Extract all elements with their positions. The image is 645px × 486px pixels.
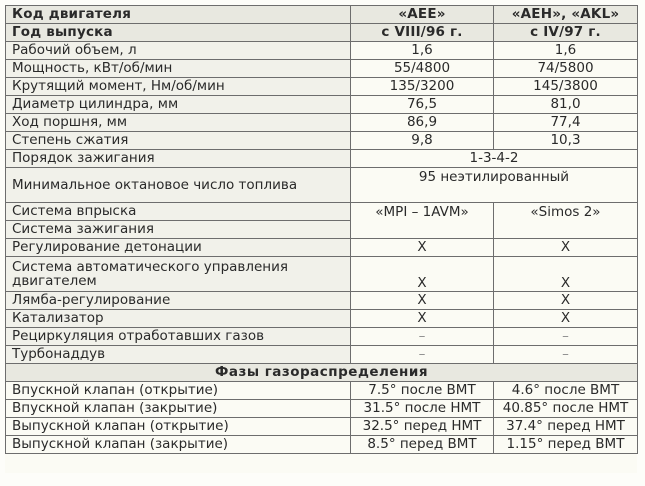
engine-spec-table xyxy=(5,5,638,454)
production-year-row xyxy=(6,24,638,42)
row-value-aee: 8.5° перед ВМТ xyxy=(351,436,494,454)
row-label: Турбонаддув xyxy=(6,346,351,364)
engine-spec-sheet xyxy=(5,5,637,473)
engine-code-label: Код двигателя xyxy=(6,6,351,24)
row-label: Катализатор xyxy=(6,310,351,328)
table-row xyxy=(6,436,638,454)
row-value-aee: 1,6 xyxy=(351,42,494,60)
firing-order-label: Порядок зажигания xyxy=(6,150,351,168)
row-value-aeh-akl: 10,3 xyxy=(494,132,638,150)
row-label: Степень сжатия xyxy=(6,132,351,150)
row-label: Выпускной клапан (закрытие) xyxy=(6,436,351,454)
table-row xyxy=(6,418,638,436)
injection-system-row xyxy=(6,203,638,221)
production-year-label: Год выпуска xyxy=(6,24,351,42)
injection-system-label: Система впрыска xyxy=(6,203,351,221)
row-value-aee: 32.5° перед НМТ xyxy=(351,418,494,436)
firing-order-row xyxy=(6,150,638,168)
row-value-aee: 55/4800 xyxy=(351,60,494,78)
row-value-aeh-akl: – xyxy=(494,346,638,364)
row-value-aee: 135/3200 xyxy=(351,78,494,96)
table-row xyxy=(6,60,638,78)
table-row xyxy=(6,132,638,150)
production-year-aeh-akl: с IV/97 г. xyxy=(494,24,638,42)
octane-value: 95 неэтилированный xyxy=(351,168,638,203)
engine-code-row xyxy=(6,6,638,24)
row-value-aeh-akl: 1,6 xyxy=(494,42,638,60)
valve-timing-section-title: Фазы газораспределения xyxy=(6,364,638,382)
valve-timing-section-row xyxy=(6,364,638,382)
row-value-aeh-akl: – xyxy=(494,328,638,346)
row-label: Мощность, кВт/об/мин xyxy=(6,60,351,78)
row-value-aeh-akl: 40.85° после НМТ xyxy=(494,400,638,418)
row-value-aee: 86,9 xyxy=(351,114,494,132)
table-row xyxy=(6,400,638,418)
row-value-aee: X xyxy=(351,292,494,310)
row-value-aee: – xyxy=(351,346,494,364)
row-label: Лямба-регулирование xyxy=(6,292,351,310)
table-row xyxy=(6,239,638,257)
row-value-aee: 7.5° после ВМТ xyxy=(351,382,494,400)
firing-order-value: 1-3-4-2 xyxy=(351,150,638,168)
octane-label: Минимальное октановое число топлива xyxy=(6,168,351,203)
row-value-aeh-akl: 4.6° после ВМТ xyxy=(494,382,638,400)
row-label: Впускной клапан (открытие) xyxy=(6,382,351,400)
row-value-aee: – xyxy=(351,328,494,346)
row-label: Выпускной клапан (открытие) xyxy=(6,418,351,436)
row-label: Крутящий момент, Нм/об/мин xyxy=(6,78,351,96)
row-value-aee: X xyxy=(351,239,494,257)
row-value-aee: 76,5 xyxy=(351,96,494,114)
row-value-aee: 9,8 xyxy=(351,132,494,150)
ignition-system-label: Система зажигания xyxy=(6,221,351,239)
row-value-aeh-akl: X xyxy=(494,257,638,292)
row-value-aeh-akl: X xyxy=(494,292,638,310)
table-row xyxy=(6,78,638,96)
row-label: Ход поршня, мм xyxy=(6,114,351,132)
octane-row xyxy=(6,168,638,203)
injection-system-aeh-akl: «Simos 2» xyxy=(494,203,638,239)
row-value-aee: 31.5° после НМТ xyxy=(351,400,494,418)
row-value-aeh-akl: 37.4° перед НМТ xyxy=(494,418,638,436)
table-row xyxy=(6,114,638,132)
row-label: Регулирование детонации xyxy=(6,239,351,257)
row-value-aee: X xyxy=(351,257,494,292)
row-label: Впускной клапан (закрытие) xyxy=(6,400,351,418)
table-row xyxy=(6,346,638,364)
row-value-aeh-akl: X xyxy=(494,239,638,257)
row-label: Рециркуляция отработавших газов xyxy=(6,328,351,346)
table-row xyxy=(6,257,638,292)
row-value-aeh-akl: X xyxy=(494,310,638,328)
row-label: Рабочий объем, л xyxy=(6,42,351,60)
row-value-aeh-akl: 74/5800 xyxy=(494,60,638,78)
row-value-aeh-akl: 1.15° перед ВМТ xyxy=(494,436,638,454)
injection-system-aee: «MPI – 1AVM» xyxy=(351,203,494,239)
table-row xyxy=(6,328,638,346)
row-value-aee: X xyxy=(351,310,494,328)
row-value-aeh-akl: 145/3800 xyxy=(494,78,638,96)
table-row xyxy=(6,382,638,400)
row-value-aeh-akl: 77,4 xyxy=(494,114,638,132)
engine-code-aee: «AEE» xyxy=(351,6,494,24)
table-row xyxy=(6,292,638,310)
table-row xyxy=(6,96,638,114)
row-label: Система автоматического управления двигателем xyxy=(6,257,351,292)
table-row xyxy=(6,310,638,328)
row-value-aeh-akl: 81,0 xyxy=(494,96,638,114)
table-row xyxy=(6,42,638,60)
row-label: Диаметр цилиндра, мм xyxy=(6,96,351,114)
production-year-aee: с VIII/96 г. xyxy=(351,24,494,42)
engine-code-aeh-akl: «AEH», «AKL» xyxy=(494,6,638,24)
